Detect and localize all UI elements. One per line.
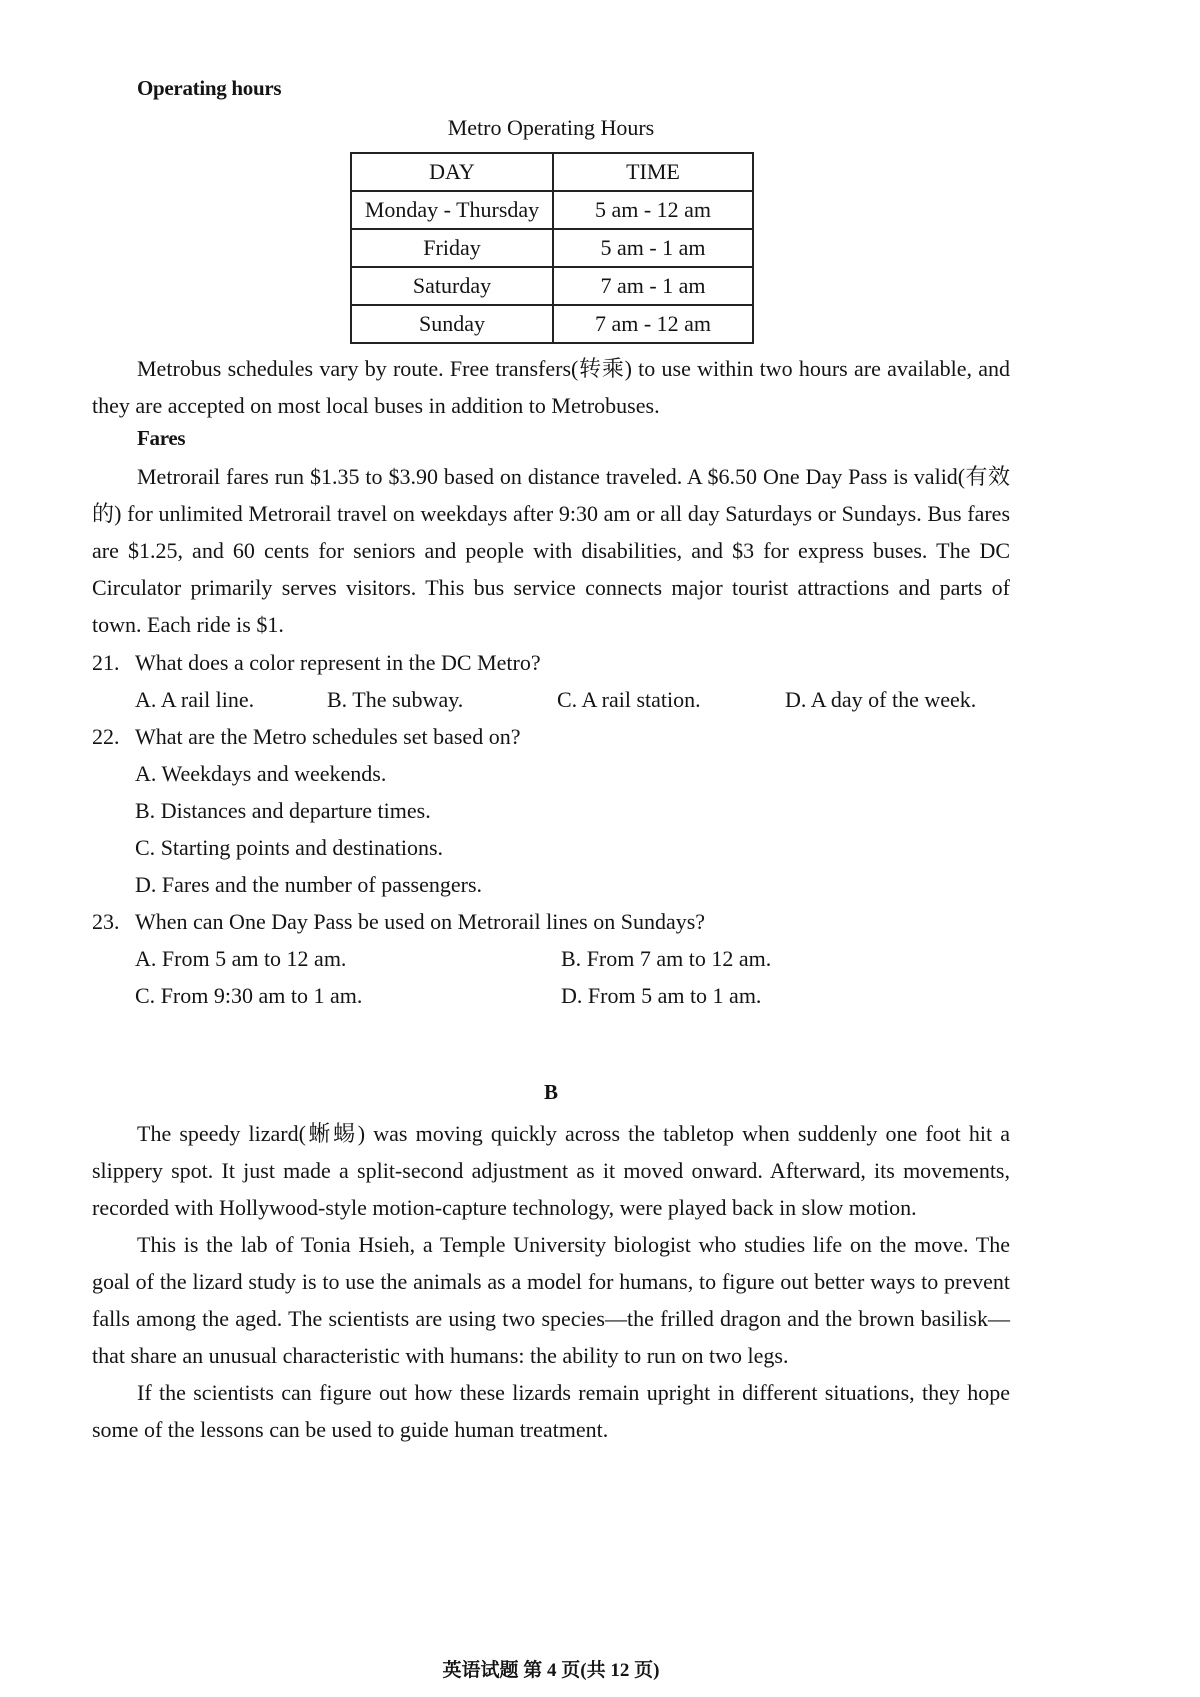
passage-paragraph: This is the lab of Tonia Hsieh, a Temple University biologist who studies life on the move. The goal of the lizard study is to use the animals as a model for humans, to figure out better ways to prevent falls among the aged. The scientists are using two species—the frilled dragon and the brown basilisk—that share an unusual characteristic with humans: the ability to run on two legs. (92, 1232, 1010, 1368)
option-a[interactable] (135, 681, 327, 718)
metro-hours-table (350, 152, 754, 344)
option-text: Distances and departure times. (160, 798, 431, 823)
cell-day: Sunday (351, 305, 553, 343)
transfers-paragraph: Metrobus schedules vary by route. Free transfers(转乘) to use within two hours are available, and they are accepted on most local buses in addition to Metrobuses. (92, 356, 1010, 418)
option-text: A rail line. (160, 687, 255, 712)
header-day: DAY (351, 153, 553, 191)
option-label: B. (327, 687, 348, 712)
option-a[interactable] (135, 940, 561, 977)
option-text: From 5 am to 1 am. (587, 983, 762, 1008)
option-text: Starting points and destinations. (160, 835, 444, 860)
page-footer: 英语试题 第 4 页(共 12 页) (442, 1660, 660, 1681)
question-21 (92, 644, 1010, 718)
option-text: The subway. (352, 687, 464, 712)
cell-day: Friday (351, 229, 553, 267)
operating-hours-heading: Operating hours (137, 76, 282, 100)
options-row (92, 940, 1010, 977)
option-text: From 9:30 am to 1 am. (160, 983, 363, 1008)
option-text: Fares and the number of passengers. (161, 872, 483, 897)
option-b[interactable] (92, 792, 1010, 829)
option-text: Weekdays and weekends. (161, 761, 387, 786)
option-label: C. (135, 983, 156, 1008)
table-caption: Metro Operating Hours (447, 115, 655, 140)
option-label: A. (135, 687, 157, 712)
option-c[interactable] (92, 829, 1010, 866)
cell-time: 7 am - 1 am (553, 267, 753, 305)
option-label: C. (135, 835, 156, 860)
question-number: 21. (92, 650, 120, 675)
option-label: B. (135, 798, 156, 823)
cell-time: 7 am - 12 am (553, 305, 753, 343)
fares-paragraph: Metrorail fares run $1.35 to $3.90 based on distance traveled. A $6.50 One Day Pass is valid(有效的) for unlimited Metrorail travel on weekdays after 9:30 am or all day Saturdays or Sundays. Bus fares are $1.25, and 60 cents for seniors and people with disabilities, and $3 for express buses. The DC Circulator primarily serves visitors. This bus service connects major tourist attractions and parts of town. Each ride is $1. (92, 464, 1010, 637)
question-23 (92, 903, 1010, 1014)
option-b[interactable] (561, 940, 771, 977)
options-row (92, 681, 1010, 718)
cell-day: Monday - Thursday (351, 191, 553, 229)
option-c[interactable] (135, 977, 561, 1014)
section-b-label: B (543, 1080, 558, 1104)
question-text: What are the Metro schedules set based on? (135, 724, 521, 749)
option-label: C. (557, 687, 578, 712)
option-d[interactable] (785, 681, 976, 718)
option-label: A. (135, 761, 157, 786)
option-d[interactable] (561, 977, 761, 1014)
question-22 (92, 718, 1010, 903)
question-text: When can One Day Pass be used on Metrorail lines on Sundays? (135, 909, 706, 934)
option-label: D. (135, 872, 157, 897)
question-text: What does a color represent in the DC Metro? (135, 650, 541, 675)
passage-paragraph: The speedy lizard(蜥蜴) was moving quickly across the tabletop when suddenly one foot hit a slippery spot. It just made a split-second adjustment as it moved onward. Afterward, its movements, recorded with Hollywood-style motion-capture technology, were played back in slow motion. (92, 1121, 1010, 1220)
table-row (351, 229, 753, 267)
option-label: B. (561, 946, 582, 971)
option-b[interactable] (327, 681, 557, 718)
option-text: From 7 am to 12 am. (586, 946, 772, 971)
table-header-row (351, 153, 753, 191)
table-row (351, 305, 753, 343)
option-label: D. (561, 983, 583, 1008)
table-row (351, 267, 753, 305)
section-b-passage (92, 1115, 1010, 1448)
fares-heading: Fares (137, 426, 186, 450)
questions-section (92, 644, 1010, 1014)
option-c[interactable] (557, 681, 785, 718)
passage-paragraph: If the scientists can figure out how these lizards remain upright in different situations, they hope some of the lessons can be used to guide human treatment. (92, 1380, 1010, 1442)
question-number: 22. (92, 724, 120, 749)
table-row (351, 191, 753, 229)
option-d[interactable] (92, 866, 1010, 903)
option-text: From 5 am to 12 am. (161, 946, 347, 971)
cell-time: 5 am - 12 am (553, 191, 753, 229)
options-row (92, 977, 1010, 1014)
transfers-block (92, 350, 1010, 424)
option-a[interactable] (92, 755, 1010, 792)
question-number: 23. (92, 909, 120, 934)
option-label: D. (785, 687, 807, 712)
fares-block (92, 458, 1010, 643)
header-time: TIME (553, 153, 753, 191)
option-text: A rail station. (581, 687, 701, 712)
cell-day: Saturday (351, 267, 553, 305)
option-label: A. (135, 946, 157, 971)
cell-time: 5 am - 1 am (553, 229, 753, 267)
option-text: A day of the week. (810, 687, 977, 712)
